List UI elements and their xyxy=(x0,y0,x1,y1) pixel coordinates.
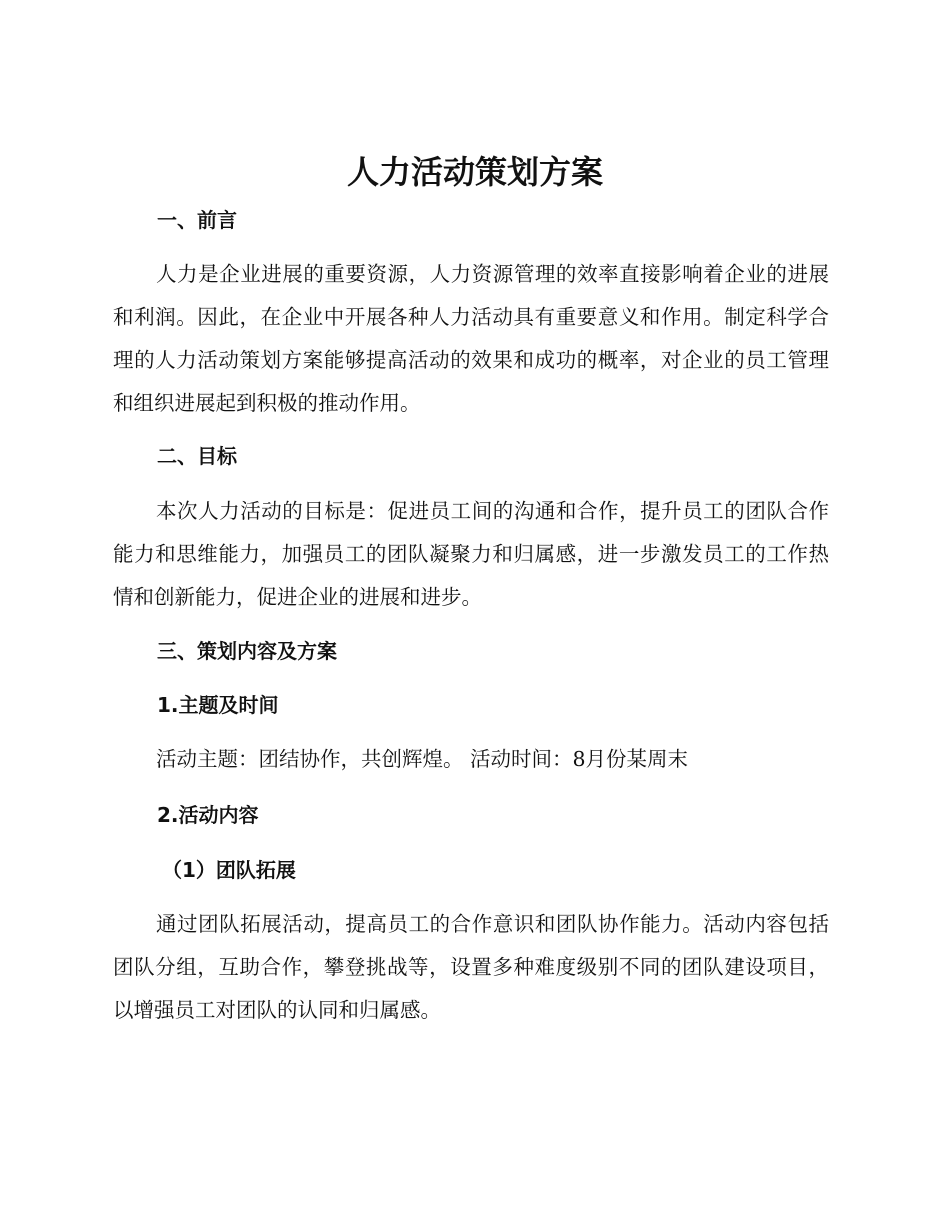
section-heading-goals: 二、目标 xyxy=(157,444,237,468)
item-heading-team-building: （1）团队拓展 xyxy=(162,858,296,882)
item-paragraph-team-building: 通过团队拓展活动，提高员工的合作意识和团队协作能力。活动内容包括团队分组，互助合作，攀登挑战等，设置多种难度级别不同的团队建设项目，以增强员工对团队的认同和归属感。 xyxy=(113,912,829,1022)
subsection-paragraph-theme-time: 活动主题：团结协作，共创辉煌。 活动时间：8月份某周末 xyxy=(156,747,689,771)
document-title: 人力活动策划方案 xyxy=(346,153,603,191)
section-paragraph-goals: 本次人力活动的目标是：促进员工间的沟通和合作，提升员工的团队合作能力和思维能力，加强员工的团队凝聚力和归属感，进一步激发员工的工作热情和创新能力，促进企业的进展和进步。 xyxy=(113,499,829,609)
section-heading-preface: 一、前言 xyxy=(157,208,237,232)
section-heading-plan: 三、策划内容及方案 xyxy=(157,639,337,663)
subsection-heading-activity-content: 2.活动内容 xyxy=(157,803,259,827)
section-paragraph-preface: 人力是企业进展的重要资源，人力资源管理的效率直接影响着企业的进展和利润。因此，在企业中开展各种人力活动具有重要意义和作用。制定科学合理的人力活动策划方案能够提高活动的效果和成功的概率，对企业的员工管理和组织进展起到积极的推动作用。 xyxy=(113,262,829,415)
subsection-heading-theme-time: 1.主题及时间 xyxy=(157,693,279,717)
